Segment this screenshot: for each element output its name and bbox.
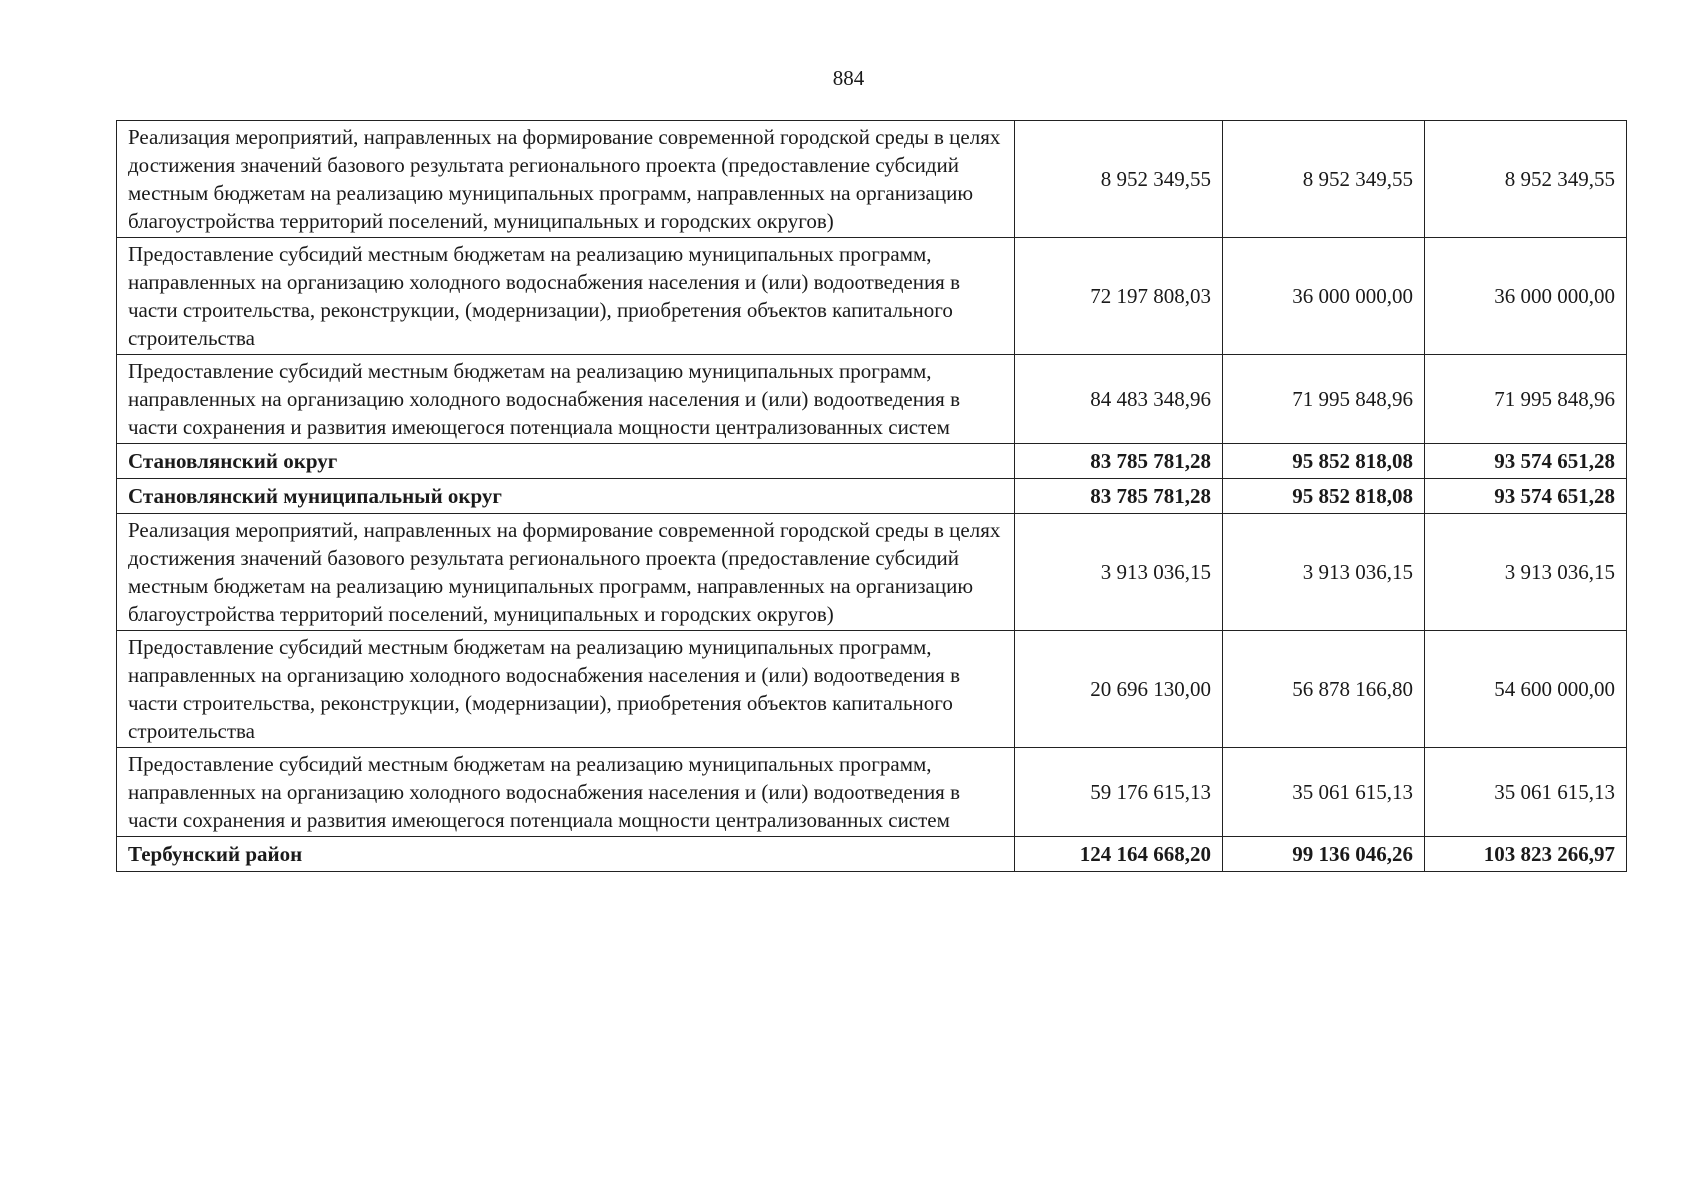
value-cell-3: 8 952 349,55 xyxy=(1425,121,1627,238)
value-cell-3: 3 913 036,15 xyxy=(1425,514,1627,631)
row-name-cell: Тербунский район xyxy=(117,837,1015,872)
value-cell-3: 54 600 000,00 xyxy=(1425,631,1627,748)
row-name-cell: Предоставление субсидий местным бюджетам на реализацию муниципальных программ, направленных на организацию холодного водоснабжения населения и (или) водоотведения в части строительства, реконструкции, (модернизации), приобретения объектов капитального строительства xyxy=(117,238,1015,355)
table-row xyxy=(117,121,1627,238)
value-cell-1: 83 785 781,28 xyxy=(1015,444,1223,479)
budget-table-body xyxy=(117,121,1627,872)
table-row-total xyxy=(117,479,1627,514)
value-cell-2: 99 136 046,26 xyxy=(1223,837,1425,872)
value-cell-3: 93 574 651,28 xyxy=(1425,479,1627,514)
table-row xyxy=(117,748,1627,837)
row-name-cell: Реализация мероприятий, направленных на формирование современной городской среды в целях достижения значений базового результата регионального проекта (предоставление субсидий местным бюджетам на реализацию муниципальных программ, направленных на организацию благоустройства территорий поселений, муниципальных и городских округов) xyxy=(117,514,1015,631)
value-cell-3: 93 574 651,28 xyxy=(1425,444,1627,479)
value-cell-2: 35 061 615,13 xyxy=(1223,748,1425,837)
value-cell-2: 71 995 848,96 xyxy=(1223,355,1425,444)
value-cell-3: 71 995 848,96 xyxy=(1425,355,1627,444)
value-cell-1: 3 913 036,15 xyxy=(1015,514,1223,631)
table-row xyxy=(117,238,1627,355)
value-cell-1: 72 197 808,03 xyxy=(1015,238,1223,355)
value-cell-1: 59 176 615,13 xyxy=(1015,748,1223,837)
value-cell-1: 124 164 668,20 xyxy=(1015,837,1223,872)
row-name-cell: Становлянский округ xyxy=(117,444,1015,479)
table-row xyxy=(117,355,1627,444)
value-cell-1: 20 696 130,00 xyxy=(1015,631,1223,748)
page-number: 884 xyxy=(832,66,865,90)
value-cell-1: 8 952 349,55 xyxy=(1015,121,1223,238)
row-name-cell: Предоставление субсидий местным бюджетам на реализацию муниципальных программ, направленных на организацию холодного водоснабжения населения и (или) водоотведения в части сохранения и развития имеющегося потенциала мощности централизованных систем xyxy=(117,748,1015,837)
table-row xyxy=(117,514,1627,631)
table-row-total xyxy=(117,837,1627,872)
value-cell-3: 36 000 000,00 xyxy=(1425,238,1627,355)
row-name-cell: Предоставление субсидий местным бюджетам на реализацию муниципальных программ, направленных на организацию холодного водоснабжения населения и (или) водоотведения в части строительства, реконструкции, (модернизации), приобретения объектов капитального строительства xyxy=(117,631,1015,748)
value-cell-2: 3 913 036,15 xyxy=(1223,514,1425,631)
value-cell-2: 95 852 818,08 xyxy=(1223,444,1425,479)
row-name-cell: Предоставление субсидий местным бюджетам на реализацию муниципальных программ, направленных на организацию холодного водоснабжения населения и (или) водоотведения в части сохранения и развития имеющегося потенциала мощности централизованных систем xyxy=(117,355,1015,444)
value-cell-3: 103 823 266,97 xyxy=(1425,837,1627,872)
value-cell-1: 83 785 781,28 xyxy=(1015,479,1223,514)
budget-table xyxy=(116,120,1627,872)
table-row-total xyxy=(117,444,1627,479)
value-cell-3: 35 061 615,13 xyxy=(1425,748,1627,837)
row-name-cell: Реализация мероприятий, направленных на формирование современной городской среды в целях достижения значений базового результата регионального проекта (предоставление субсидий местным бюджетам на реализацию муниципальных программ, направленных на организацию благоустройства территорий поселений, муниципальных и городских округов) xyxy=(117,121,1015,238)
table-row xyxy=(117,631,1627,748)
value-cell-2: 95 852 818,08 xyxy=(1223,479,1425,514)
value-cell-2: 36 000 000,00 xyxy=(1223,238,1425,355)
value-cell-1: 84 483 348,96 xyxy=(1015,355,1223,444)
value-cell-2: 8 952 349,55 xyxy=(1223,121,1425,238)
row-name-cell: Становлянский муниципальный округ xyxy=(117,479,1015,514)
value-cell-2: 56 878 166,80 xyxy=(1223,631,1425,748)
